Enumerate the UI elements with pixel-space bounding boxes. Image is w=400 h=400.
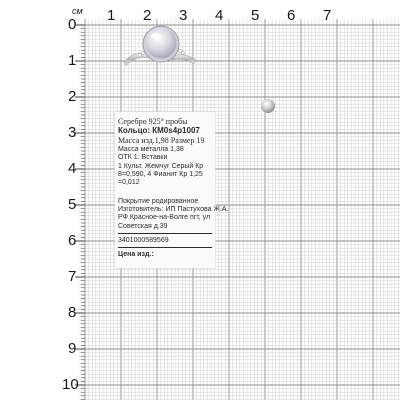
tag-divider xyxy=(118,233,212,234)
ruler-left-number: 3 xyxy=(68,124,77,141)
tag-metal-line: Серебро 925° пробы xyxy=(118,117,188,126)
ring-band-right xyxy=(172,55,196,64)
ruler-top-number: 1 xyxy=(107,7,116,24)
ruler-left-number: 9 xyxy=(68,340,77,357)
ruler-top-number: 3 xyxy=(179,7,188,24)
tag-weight-size-line: Масса изд.1,98 Размер 19 xyxy=(118,136,205,145)
ruler-top-number: 5 xyxy=(251,7,260,24)
tag-coating-line: Покрытие родированное xyxy=(118,198,199,205)
cubic-zirconia xyxy=(178,49,181,52)
pearl xyxy=(146,28,177,59)
ruler-top-number: 6 xyxy=(287,7,296,24)
ruler-left-number: 1 xyxy=(68,52,77,69)
tag-otk-line: ОТК 1: Вставки xyxy=(118,154,168,161)
tag-insert-line-2: 8=0,590, 4 Фианит Кр 1,25 xyxy=(118,171,203,178)
price-tag xyxy=(115,112,229,268)
tag-barcode-number: 3401000589569 xyxy=(118,237,169,244)
ring-band-left xyxy=(124,53,150,66)
ruler-left-number: 10 xyxy=(62,376,79,393)
tag-price-label: Цена изд.: xyxy=(118,251,154,258)
ruler-top-number: 7 xyxy=(323,7,332,24)
tag-divider xyxy=(118,247,212,248)
ruler-top-number: 2 xyxy=(143,7,152,24)
ruler-left-number: 8 xyxy=(68,304,77,321)
ruler-left-number: 6 xyxy=(68,232,77,249)
tag-manufacturer-line: Изготовитель: ИП Пастухова Ж.А. xyxy=(118,206,229,213)
tag-insert-line-1: 1 Культ. Жемчуг Серый Кр xyxy=(118,163,204,170)
ruler-left-number: 2 xyxy=(68,88,77,105)
tag-address-line-2: Советская д.39 xyxy=(118,223,168,230)
small-bead xyxy=(258,96,278,116)
ruler-top-number: 4 xyxy=(215,7,224,24)
ruler-left-number: 7 xyxy=(68,268,77,285)
ruler-left-number: 4 xyxy=(68,160,77,177)
ruler-left-number: 5 xyxy=(68,196,77,213)
tag-product-line: Кольцо: КМ0s4p1007 xyxy=(118,126,200,135)
ruler-left-number: 0 xyxy=(68,16,77,33)
tag-address-line-1: РФ Красное-на-Волге пгт, ул xyxy=(118,214,211,221)
tag-insert-line-3: =0,012 xyxy=(118,179,140,186)
ruler-unit-label: см xyxy=(72,6,83,16)
ring-photo xyxy=(120,20,200,80)
tag-metal-weight-line: Масса металла 1,38 xyxy=(118,146,184,153)
